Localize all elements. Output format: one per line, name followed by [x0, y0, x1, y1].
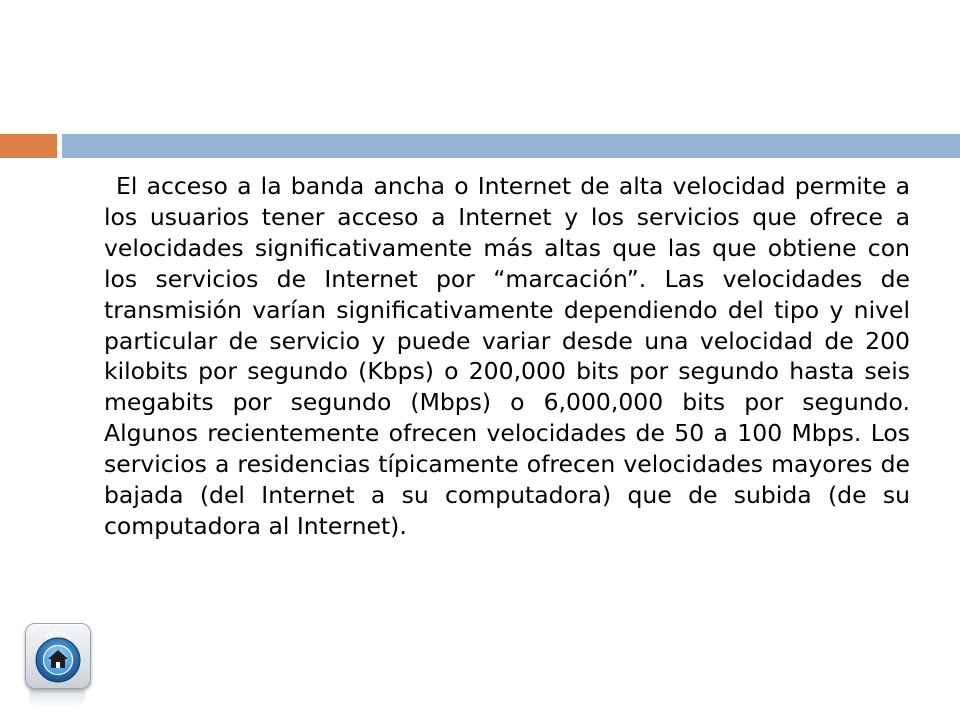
accent-bar-blue	[62, 134, 960, 158]
home-icon	[26, 624, 90, 688]
home-button[interactable]	[25, 623, 91, 689]
slide-body-text: El acceso a la banda ancha o Internet de alta velocidad permite a los usuarios tener acceso a Internet y los servicios que ofrece a velocidades significativamente más altas que las que obtiene con los servicios de Internet por “marcación”. Las velocidades de transmisión varían significativamente dependiendo del tipo y nivel particular de servicio y puede variar desde una velocidad de 200 kilobits por segundo (Kbps) o 200,000 bits por segundo hasta seis megabits por segundo (Mbps) o 6,000,000 bits por segundo. Algunos recientemente ofrecen velocidades de 50 a 100 Mbps. Los servicios a residencias típicamente ofrecen velocidades mayores de bajada (del Internet a su computadora) que de subida (de su computadora al Internet).	[104, 172, 910, 540]
home-button-label: Inicio	[43, 628, 73, 642]
accent-bar-orange	[0, 134, 57, 158]
home-button-reflection	[29, 690, 85, 708]
